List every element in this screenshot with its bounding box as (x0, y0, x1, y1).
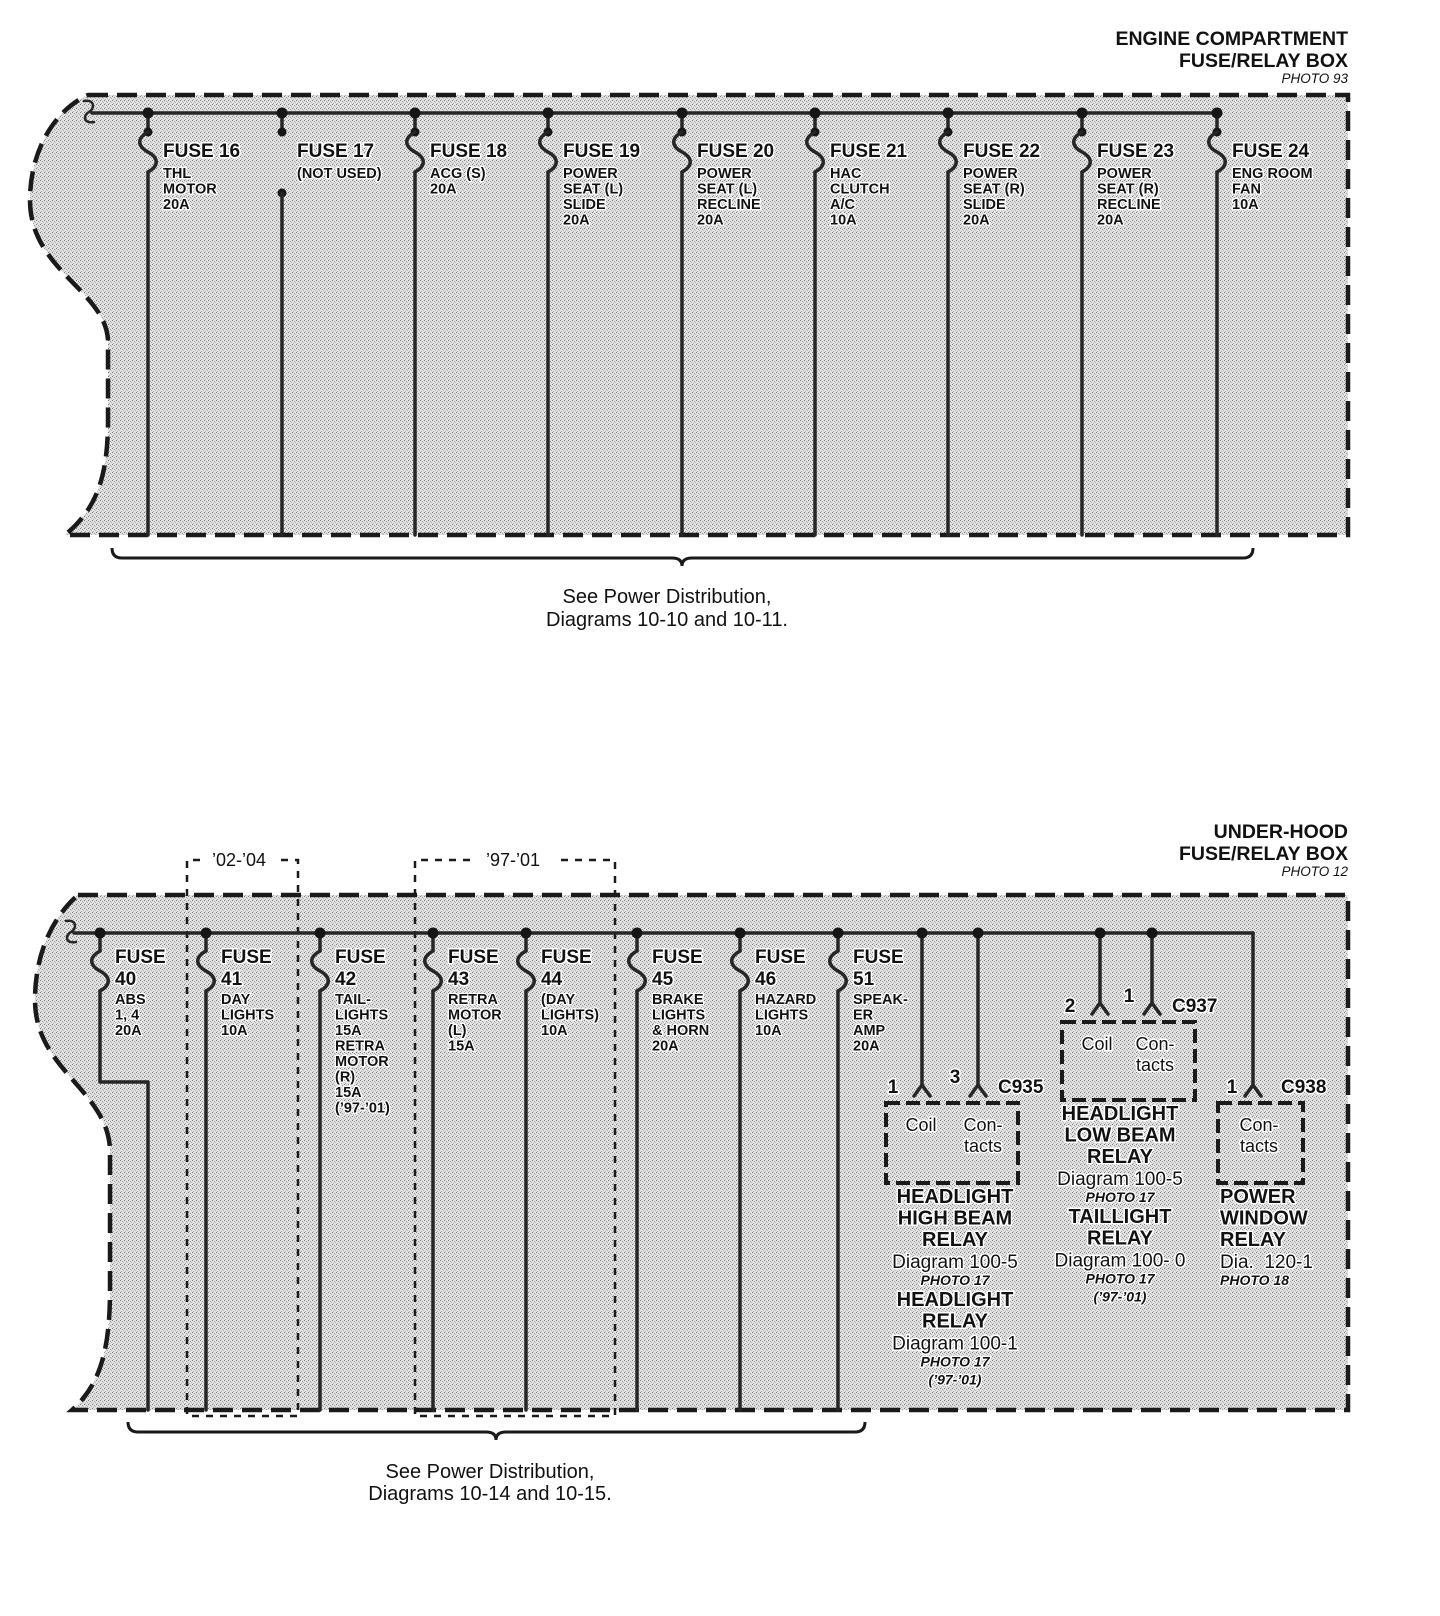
fuse-51-circuit-line: ER (853, 1007, 874, 1024)
relay-c935-photo-ref: PHOTO 17 (920, 1272, 990, 1288)
relay-c935-name-line: HEADLIGHT (896, 1186, 1014, 1208)
relay-c937-connector-label: C937 (1172, 996, 1218, 1017)
fuse-18-label: FUSE 18 (430, 141, 508, 162)
fuse-42-circuit-line: TAIL- (335, 992, 371, 1008)
fuse-51-label: FUSE (853, 947, 904, 968)
fuse-24-circuit-line: FAN (1232, 181, 1261, 198)
fuse-17-circuit-line: (NOT USED) (297, 166, 382, 182)
underhood-box-photo-ref: PHOTO 12 (1281, 864, 1348, 879)
fuse-44-bus-junction (521, 928, 532, 939)
relay-c938-name-line: RELAY (1220, 1229, 1286, 1251)
relay-c937-contacts-label: Con- (1135, 1034, 1175, 1054)
engine-box-photo-ref: PHOTO 93 (1281, 71, 1348, 86)
fuse-43-bus-junction (428, 928, 439, 939)
fuse-20-circuit-line: RECLINE (697, 197, 761, 213)
fuse-19-label: FUSE 19 (563, 141, 641, 162)
fuse-40-circuit-line: 20A (115, 1023, 142, 1039)
relay-c937-year-range: (’97-’01) (1093, 1288, 1147, 1305)
relay-c935-pin-number: 3 (949, 1067, 961, 1088)
fuse-42-label: FUSE (335, 947, 386, 968)
relay-c938-pin-number: 1 (1226, 1077, 1238, 1098)
fuse-19-circuit-line: 20A (563, 212, 590, 229)
fuse-21-circuit-line: 10A (830, 212, 857, 229)
fuse-40-circuit-line: ABS (115, 992, 146, 1008)
fuse-45-number: 45 (652, 969, 674, 990)
fuse-23-circuit-line: SEAT (R) (1097, 181, 1159, 198)
relay-c938-connector-label: C938 (1281, 1077, 1327, 1098)
relay-c937-diagram-ref: Diagram 100-5 (1057, 1169, 1183, 1190)
fuse-44-circuit-line: LIGHTS) (541, 1007, 599, 1024)
relay-c938-name-line: POWER (1220, 1186, 1296, 1208)
relay-c937-diagram-ref: Diagram 100- 0 (1054, 1250, 1186, 1272)
relay-c935-bus-junction (973, 928, 984, 939)
fuse-40-circuit-line: 1, 4 (115, 1007, 140, 1024)
relay-c937-bus-junction (1147, 928, 1158, 939)
relay-c938-contacts-label: Con- (1239, 1115, 1279, 1135)
fuse-22-circuit-line: POWER (963, 166, 1018, 182)
relay-c935-diagram-ref: Diagram 100-1 (892, 1333, 1018, 1355)
fuse-24-circuit-line: ENG ROOM (1232, 166, 1313, 182)
relay-c935-name-line: HIGH BEAM (897, 1207, 1013, 1230)
fuse-16-bus-junction (143, 108, 154, 119)
fuse-51-number: 51 (853, 969, 875, 990)
fuse-20-circuit-line: POWER (697, 166, 752, 182)
relay-c935-year-range: (’97-’01) (928, 1371, 982, 1388)
fuse-45-circuit-line: & HORN (652, 1023, 710, 1039)
relay-c937-photo-ref: PHOTO 17 (1085, 1189, 1155, 1205)
fuse-16-circuit-line: THL (163, 166, 192, 182)
fuse-19-circuit-line: SLIDE (563, 197, 606, 213)
fuse-46-label: FUSE (755, 947, 806, 968)
underhood-section (35, 821, 1348, 1505)
fuse-42-circuit-line: (’97-’01) (335, 1100, 390, 1117)
fuse-23-circuit-line: RECLINE (1097, 197, 1161, 213)
relay-c938-name-line: WINDOW (1220, 1207, 1308, 1230)
fuse-17-bus-junction (277, 108, 288, 119)
fuse-42-circuit-line: 15A (335, 1085, 362, 1101)
fuse-46-bus-junction (735, 928, 746, 939)
fuse-42-circuit-line: RETRA (335, 1038, 385, 1055)
fuse-44-label: FUSE (541, 947, 592, 968)
relay-c935-contacts-label: Con- (963, 1115, 1003, 1135)
underhood-reference-line-1: See Power Distribution, (385, 1461, 595, 1483)
fuse-45-bus-junction (632, 928, 643, 939)
fuse-16-label: FUSE 16 (163, 141, 241, 162)
fuse-20-circuit-line: 20A (697, 212, 724, 229)
fuse-45-label: FUSE (652, 947, 703, 968)
fuse-19-circuit-line: POWER (563, 166, 618, 182)
fuse-16-circuit-line: MOTOR (163, 181, 217, 198)
relay-c937-name-line: LOW BEAM (1064, 1124, 1176, 1147)
relay-c935-bus-junction (917, 928, 928, 939)
fuse-51-circuit-line: 20A (853, 1038, 880, 1055)
fuse-41-circuit-line: DAY (221, 992, 251, 1008)
engine-reference-line-1: See Power Distribution, (562, 586, 772, 608)
fuse-20-bus-junction (677, 108, 688, 119)
engine-compartment-section (30, 28, 1348, 631)
relay-c937-name-line: TAILLIGHT (1068, 1206, 1172, 1228)
fuse-18-circuit-line: ACG (S) (430, 166, 486, 182)
fuse-51-circuit-line: SPEAK- (853, 992, 908, 1008)
relay-c935-contacts-label: tacts (963, 1136, 1003, 1156)
fuse-17-terminal (278, 128, 287, 137)
relay-c935-name-line: RELAY (922, 1310, 988, 1333)
relay-c935-pin-number: 1 (887, 1077, 899, 1098)
relay-c937-name-line: RELAY (1087, 1227, 1153, 1250)
fuse-24-bus-junction (1212, 108, 1223, 119)
fuse-42-circuit-line: 15A (335, 1023, 362, 1039)
relay-c935-connector-label: C935 (998, 1077, 1044, 1098)
fuse-40-number: 40 (115, 969, 137, 990)
fuse-44-circuit-line: (DAY (541, 992, 576, 1008)
engine-box-title: ENGINE COMPARTMENT (1115, 28, 1348, 50)
relay-c937-photo-ref: PHOTO 17 (1085, 1270, 1155, 1287)
fuse-42-circuit-line: (R) (335, 1069, 356, 1086)
fuse-43-circuit-line: RETRA (448, 992, 498, 1008)
underhood-box-subtitle: FUSE/RELAY BOX (1178, 843, 1348, 865)
fuse-23-circuit-line: POWER (1097, 166, 1152, 182)
fuse-43-number: 43 (448, 969, 470, 990)
fuse-19-circuit-line: SEAT (L) (563, 181, 624, 198)
relay-c937-pin-number: 2 (1064, 996, 1076, 1017)
fuse-20-circuit-line: SEAT (L) (697, 181, 758, 198)
fuse-40-label: FUSE (115, 947, 166, 968)
relay-c935-coil-label: Coil (905, 1115, 937, 1135)
fuse-46-circuit-line: HAZARD (755, 992, 817, 1008)
relay-c935-name-line: RELAY (922, 1229, 988, 1251)
fuse-16-circuit-line: 20A (163, 197, 190, 213)
fuse-21-circuit-line: HAC (830, 166, 862, 182)
fuse-46-circuit-line: 10A (755, 1023, 782, 1039)
fuse-46-number: 46 (755, 969, 777, 990)
fuse-41-bus-junction (201, 928, 212, 939)
relay-c937-pin-number: 1 (1123, 986, 1135, 1007)
fuse-45-circuit-line: BRAKE (652, 992, 704, 1008)
underhood-box-title: UNDER-HOOD (1213, 821, 1348, 843)
fuse-44-circuit-line: 10A (541, 1023, 568, 1039)
fuse-23-label: FUSE 23 (1097, 141, 1175, 162)
relay-c938-diagram-ref: Dia. 120-1 (1220, 1252, 1313, 1273)
fuse-40-bus-junction (95, 928, 106, 939)
relay-c937-coil-label: Coil (1081, 1034, 1113, 1054)
fuse-19-bus-junction (543, 108, 554, 119)
fuse-21-circuit-line: A/C (830, 197, 855, 213)
fuse-43-circuit-line: MOTOR (448, 1007, 502, 1024)
fuse-45-circuit-line: 20A (652, 1038, 679, 1055)
fuse-42-number: 42 (335, 969, 357, 990)
fuse-51-circuit-line: AMP (853, 1023, 886, 1039)
year-range-label: ’02-’04 (211, 850, 267, 870)
fuse-41-number: 41 (221, 969, 243, 990)
fuse-41-circuit-line: LIGHTS (221, 1007, 275, 1024)
fuse-20-label: FUSE 20 (697, 141, 775, 162)
relay-c935-diagram-ref: Diagram 100-5 (892, 1252, 1018, 1273)
fuse-22-circuit-line: SEAT (R) (963, 181, 1025, 198)
fuse-23-circuit-line: 20A (1097, 212, 1124, 229)
relay-c938-contacts-label: tacts (1239, 1136, 1279, 1156)
relay-c937-bus-junction (1095, 928, 1106, 939)
relay-c937-name-line: RELAY (1087, 1146, 1153, 1168)
relay-c935-photo-ref: PHOTO 17 (920, 1353, 990, 1370)
fuse-43-circuit-line: (L) (448, 1023, 467, 1039)
fuse-21-bus-junction (810, 108, 821, 119)
fuse-45-circuit-line: LIGHTS (652, 1007, 706, 1024)
fuse-24-label: FUSE 24 (1232, 141, 1310, 162)
fuse-46-circuit-line: LIGHTS (755, 1007, 809, 1024)
fuse-21-circuit-line: CLUTCH (830, 181, 890, 198)
fuse-22-circuit-line: 20A (963, 212, 990, 229)
fuse-41-circuit-line: 10A (221, 1023, 248, 1039)
fuse-42-circuit-line: LIGHTS (335, 1007, 389, 1024)
relay-c935-name-line: HEADLIGHT (896, 1289, 1014, 1311)
fuse-41-label: FUSE (221, 947, 272, 968)
fuse-51-bus-junction (833, 928, 844, 939)
fuse-24-circuit-line: 10A (1232, 197, 1259, 213)
fuse-17-label: FUSE 17 (297, 141, 375, 162)
relay-c937-name-line: HEADLIGHT (1061, 1103, 1179, 1125)
underhood-reference-line-2: Diagrams 10-14 and 10-15. (368, 1483, 612, 1505)
fuse-22-circuit-line: SLIDE (963, 197, 1006, 213)
relay-c938-photo-ref: PHOTO 18 (1220, 1272, 1289, 1288)
fuse-22-bus-junction (943, 108, 954, 119)
fuse-18-circuit-line: 20A (430, 181, 457, 198)
fuse-43-label: FUSE (448, 947, 499, 968)
fuse-42-bus-junction (315, 928, 326, 939)
year-range-label: ’97-’01 (485, 850, 541, 870)
engine-box-subtitle: FUSE/RELAY BOX (1178, 50, 1348, 72)
fuse-44-number: 44 (541, 969, 563, 990)
underhood-reference-bracket (128, 1422, 865, 1440)
engine-reference-bracket (112, 548, 1253, 566)
fuse-42-circuit-line: MOTOR (335, 1054, 389, 1070)
engine-reference-line-2: Diagrams 10-10 and 10-11. (546, 609, 788, 631)
fuse-43-circuit-line: 15A (448, 1038, 475, 1055)
fuse-22-label: FUSE 22 (963, 141, 1041, 162)
fuse-21-label: FUSE 21 (830, 141, 908, 162)
fuse-23-bus-junction (1077, 108, 1088, 119)
fuse-18-bus-junction (410, 108, 421, 119)
relay-c937-contacts-label: tacts (1135, 1055, 1175, 1075)
